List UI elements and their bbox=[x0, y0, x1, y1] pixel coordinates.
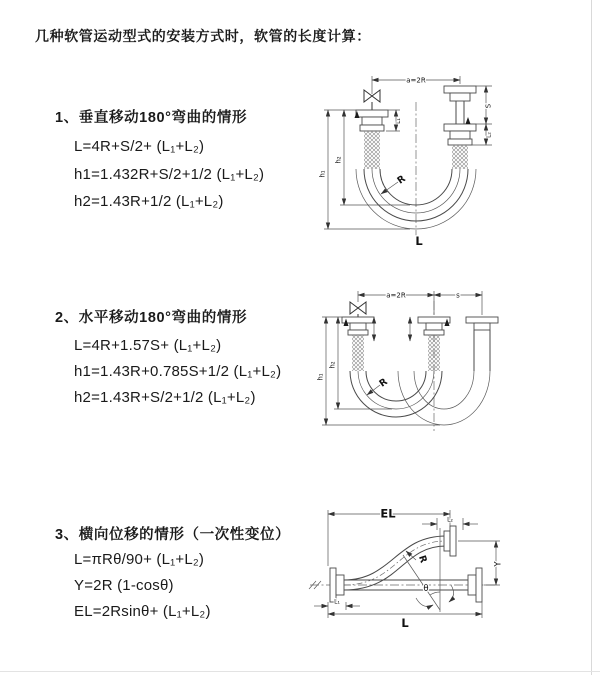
flange-right bbox=[466, 317, 498, 330]
dim-label-l2: L₂ bbox=[447, 516, 453, 524]
section3-heading: 3、横向位移的情形（一次性变位） bbox=[55, 527, 291, 543]
braided-hose-right bbox=[452, 145, 468, 169]
section3-formula-L: L=πRθ/90+ (L₁+L₂) bbox=[74, 551, 205, 568]
section3-formula-EL: EL=2Rsinθ+ (L₁+L₂) bbox=[74, 603, 211, 620]
hose-arc bbox=[358, 371, 434, 409]
hose-arc-moved bbox=[414, 371, 474, 409]
angle-arc bbox=[430, 592, 440, 595]
dim-label-l: L bbox=[401, 616, 409, 630]
section3-formula-Y: Y=2R (1-cosθ) bbox=[74, 577, 174, 594]
diagram-lateral-displacement bbox=[300, 498, 600, 663]
valve-icon bbox=[350, 302, 366, 317]
dim-label-l1: L₁ bbox=[395, 118, 402, 124]
braided-hose-middle bbox=[428, 335, 440, 371]
right-flange-upper bbox=[444, 86, 476, 101]
dim-label-h1: h₁ bbox=[316, 373, 325, 381]
dim-label-h1: h₁ bbox=[318, 170, 327, 178]
section2-formula-L: L=4R+1.57S+ (L₁+L₂) bbox=[74, 337, 222, 354]
page-title: 几种软管运动型式的安装方式时，软管的长度计算： bbox=[35, 28, 371, 44]
radius-label: R bbox=[395, 173, 408, 187]
section1-formula-h2: h2=1.43R+1/2 (L₁+L₂) bbox=[74, 193, 224, 210]
length-label: L bbox=[415, 234, 423, 248]
hose-arc-moved bbox=[398, 371, 490, 425]
section2-formula-h2: h2=1.43R+S/2+1/2 (L₁+L₂) bbox=[74, 389, 256, 406]
dim-label-el: EL bbox=[380, 506, 396, 521]
dim-label-l2: L₂ bbox=[485, 132, 493, 138]
right-flange-lower bbox=[444, 124, 476, 145]
flange-right-original bbox=[468, 568, 482, 602]
section1-heading: 1、垂直移动180°弯曲的情形 bbox=[55, 110, 248, 126]
flange-top-displaced bbox=[444, 526, 456, 556]
section1-formula-L: L=4R+S/2+ (L₁+L₂) bbox=[74, 138, 205, 155]
radius-label: R bbox=[377, 376, 390, 390]
hose-curve bbox=[344, 536, 446, 580]
dim-label-a2r: a=2R bbox=[406, 76, 426, 85]
hose-arc bbox=[350, 371, 442, 417]
braided-hose-left bbox=[352, 335, 364, 371]
dim-label-s: s bbox=[456, 291, 460, 300]
dim-label-h2: h₂ bbox=[328, 361, 337, 369]
dim-label-a2r: a=2R bbox=[386, 291, 406, 300]
diagram-vertical-180-bend bbox=[310, 66, 600, 256]
braided-hose-left bbox=[364, 131, 380, 169]
radius-label: R bbox=[416, 554, 429, 565]
diagram-horizontal-180-bend bbox=[310, 281, 600, 461]
flange-left bbox=[330, 568, 344, 602]
dim-label-y: Y bbox=[493, 561, 504, 567]
hose-arc bbox=[366, 371, 426, 401]
left-flange bbox=[356, 110, 388, 131]
dim-label-l1: L₁ bbox=[334, 598, 340, 606]
angle-label: θ bbox=[423, 584, 429, 594]
dim-label-h2: h₂ bbox=[334, 156, 343, 164]
section2-formula-h1: h1=1.43R+0.785S+1/2 (L₁+L₂) bbox=[74, 363, 282, 380]
scan-edge-bottom bbox=[0, 671, 600, 672]
section1-formula-h1: h1=1.432R+S/2+1/2 (L₁+L₂) bbox=[74, 166, 265, 183]
dim-label-s: S bbox=[484, 103, 493, 109]
section2-heading: 2、水平移动180°弯曲的情形 bbox=[55, 310, 248, 326]
